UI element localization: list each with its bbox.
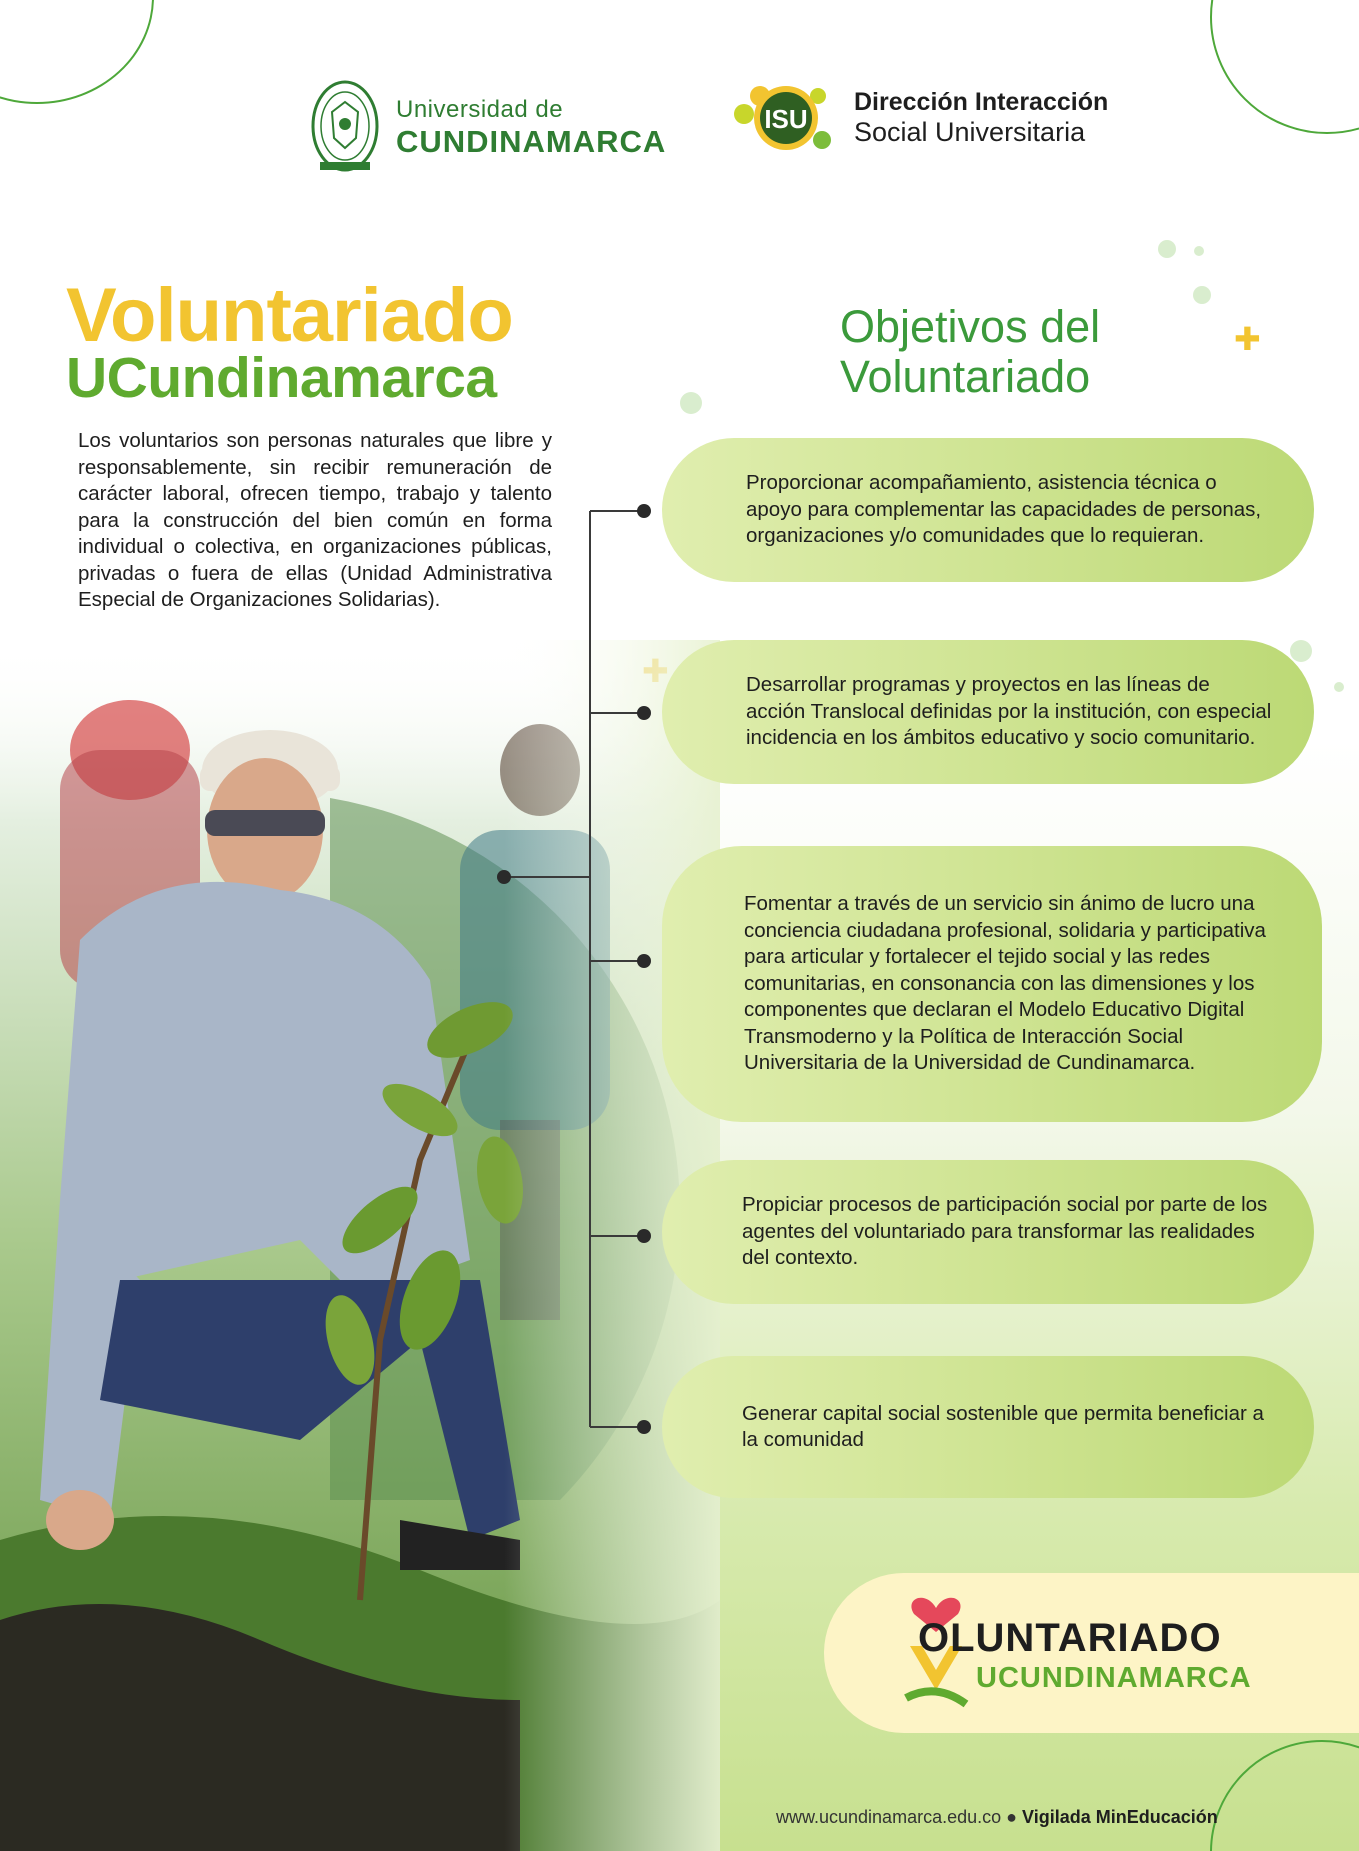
decorative-ring-top-left [0,0,154,104]
decorative-dot [1194,246,1204,256]
isu-logo-icon [730,78,840,158]
footer [776,1807,1218,1828]
voluntariado-logo-line2: UCUNDINAMARCA [976,1662,1252,1694]
decorative-dot [1334,682,1344,692]
dependency-name-line1: Dirección Interacción [854,88,1109,116]
footer-url[interactable]: www.ucundinamarca.edu.co [776,1807,1002,1827]
objectives-title [840,302,1100,402]
objective-item-1: Proporcionar acompañamiento, asistencia técnica o apoyo para complementar las capacidades de personas, organizaciones y/o comunidades que lo requieran. [662,438,1314,582]
objective-item-3: Fomentar a través de un servicio sin ánimo de lucro una conciencia ciudadana profesional, solidaria y participativa para articular y fortalecer el tejido social y las redes comunitarias, en consonancia con las dimensiones y los componentes que declaran el Modelo Educativo Digital Transmoderno y la Política de Interacción Social Universitaria de la Universidad de Cundinamarca. [662,846,1322,1122]
objectives-title-line1: Objetivos del [840,301,1101,352]
page-title [66,273,513,410]
volunteer-planting-photo [0,640,720,1851]
title-line2: UCundinamarca [66,346,497,410]
isu-badge-text: ISU [764,104,808,134]
objectives-title-line2: Voluntariado [840,351,1091,402]
title-line1: Voluntariado [66,273,513,358]
university-seal-icon [310,78,380,178]
footer-separator: ● [1006,1807,1018,1827]
decorative-dot [1193,286,1211,304]
footer-note: Vigilada MinEducación [1022,1807,1218,1827]
university-logo [310,78,666,178]
decorative-ring-top-right [1210,0,1359,134]
decorative-dot [1290,640,1312,662]
decorative-dot [680,392,702,414]
decorative-ring-bottom-right [1210,1740,1359,1851]
dependency-name-line2: Social Universitaria [854,117,1086,147]
isu-logo [730,78,1108,158]
decorative-dot [1158,240,1176,258]
voluntariado-logo-text [918,1618,1252,1693]
intro-paragraph: Los voluntarios son personas naturales que libre y responsablemente, sin recibir remuneración de carácter laboral, ofrecen tiempo, trabajo y talento para la construcción del bien común en forma individual o colectiva, en organizaciones públicas, privadas o fuera de ellas (Unidad Administrativa Especial de Organizaciones Solidarias). [78,429,552,611]
university-name-line2: CUNDINAMARCA [396,124,667,159]
sparkle-icon: ✚ [1234,320,1261,358]
objective-item-2: Desarrollar programas y proyectos en las líneas de acción Translocal definidas por la institución, con especial incidencia en los ámbitos educativo y socio comunitario. [662,640,1314,784]
university-name-line1: Universidad de [396,96,564,123]
objective-item-5: Generar capital social sostenible que permita beneficiar a la comunidad [662,1356,1314,1498]
objective-item-4: Propiciar procesos de participación social por parte de los agentes del voluntariado para transformar las realidades del contexto. [662,1160,1314,1304]
voluntariado-logo-line1: OLUNTARIADO [918,1616,1222,1660]
